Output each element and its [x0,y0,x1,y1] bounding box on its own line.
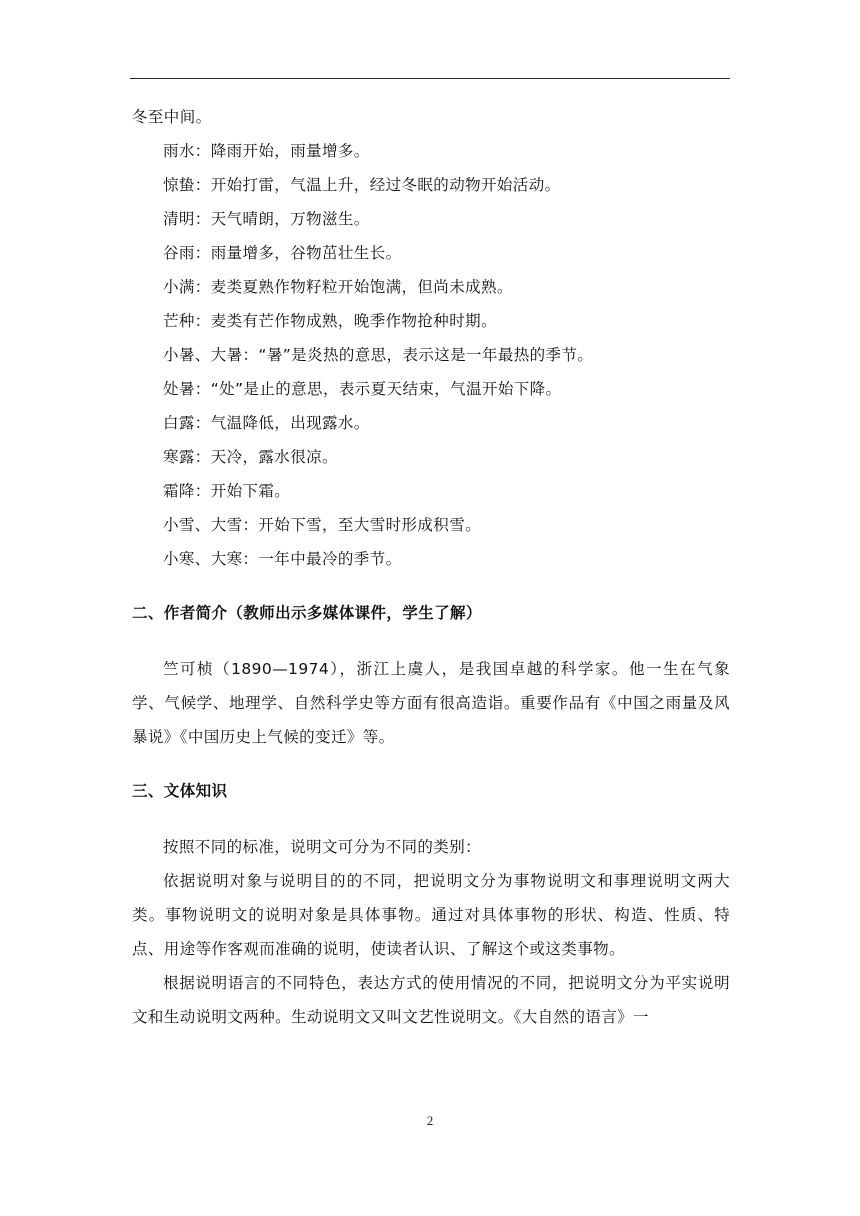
term-item: 小满：麦类夏熟作物籽粒开始饱满，但尚未成熟。 [163,278,513,296]
page-number: 2 [426,1113,434,1128]
section-heading-genre: 三、文体知识 [132,782,228,800]
term-item: 雨水：降雨开始，雨量增多。 [163,142,370,160]
term-item: 小雪、大雪：开始下雪，至大雪时形成积雪。 [163,516,482,534]
genre-paragraph: 依据说明对象与说明目的的不同，把说明文分为事物说明文和事理说明文两大类。事物说明文的说明对象是具体事物。通过对具体事物的形状、构造、性质、特点、用途等作客观而准确的说明，使读者认识、了解这个或这类事物。 [132,872,730,958]
page-body [132,100,730,1034]
continued-text: 冬至中间。 [132,108,212,126]
term-item: 清明：天气晴朗，万物滋生。 [163,210,370,228]
term-item: 小寒、大寒：一年中最冷的季节。 [163,550,402,568]
term-item: 惊蛰：开始打雷，气温上升，经过冬眠的动物开始活动。 [163,176,561,194]
term-item: 寒露：天冷，露水很凉。 [163,448,338,466]
term-item: 小暑、大暑：“暑”是炎热的意思，表示这是一年最热的季节。 [163,346,594,364]
genre-paragraph: 按照不同的标准，说明文可分为不同的类别： [163,838,482,856]
genre-paragraph: 根据说明语言的不同特色，表达方式的使用情况的不同，把说明文分为平实说明文和生动说明文两种。生动说明文又叫文艺性说明文。《大自然的语言》一 [132,974,730,1026]
term-item: 白露：气温降低，出现露水。 [163,414,370,432]
author-paragraph: 竺可桢（1890—1974），浙江上虞人，是我国卓越的科学家。他一生在气象学、气候学、地理学、自然科学史等方面有很高造诣。重要作品有《中国之雨量及风暴说》《中国历史上气候的变迁》等。 [132,660,730,746]
section-heading-author: 二、作者简介（教师出示多媒体课件，学生了解） [132,604,482,622]
term-item: 谷雨：雨量增多，谷物茁壮生长。 [163,244,402,262]
header-rule [130,78,730,79]
term-item: 芒种：麦类有芒作物成熟，晚季作物抢种时期。 [163,312,497,330]
term-item: 霜降：开始下霜。 [163,482,291,500]
term-item: 处暑：“处”是止的意思，表示夏天结束，气温开始下降。 [163,380,562,398]
solar-terms-list [132,134,730,576]
